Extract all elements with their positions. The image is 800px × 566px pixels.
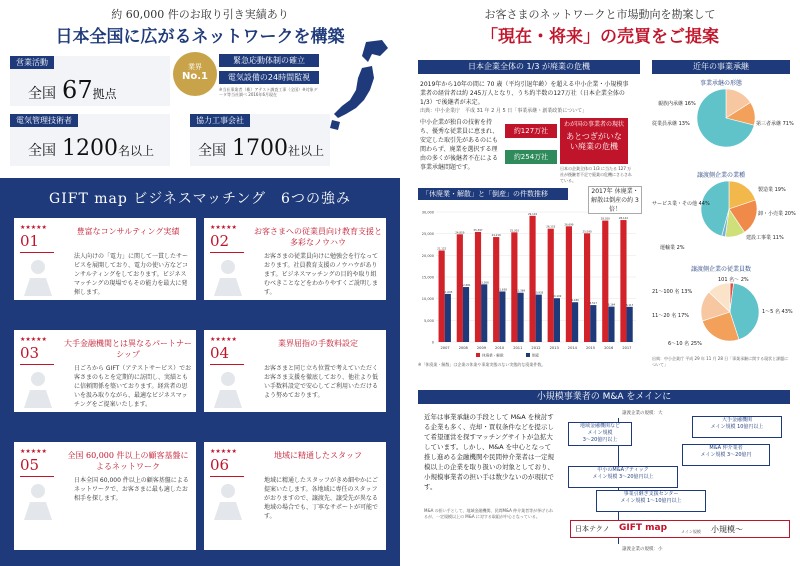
strength-card-04: [204, 330, 386, 412]
x-tick-label: 2015: [585, 346, 596, 350]
y-tick-label: 25,000: [421, 232, 434, 237]
strength-card-02: [204, 218, 386, 300]
badge-box: [175, 50, 321, 102]
strength-card-05: [14, 442, 196, 550]
chart-callout: 2017年 休廃業・解散は倒産の約 3 倍！: [588, 186, 642, 214]
ma-text: 近年は事業承継の手段として M&A を検討する企業も多く、売却・買収条件などを提示して希望運営を探すマッチングサイトが急拡大しています。しかし、M&A を中心となって推し進める金融機関や民間仲介業者は一定規模以上の企業を取り扱いの対象としており、小規模事業者の担い手は数少ないのが現状です。: [424, 413, 554, 491]
box-title: 地域金融機関など: [579, 423, 620, 429]
card-desc: お客さまと同じ立ち位置で考えていただくお客さま支援を徹底しており、他社より低い手数料設定で安心してご利用いただけるよう努めております。: [264, 365, 379, 399]
box-value: 10億円以上: [737, 424, 764, 430]
pie-employees: [700, 282, 760, 342]
bar-value-label: 10,935: [534, 291, 544, 295]
pie2-label: 卸・小売業 20%: [758, 211, 796, 217]
stat-prefix: 全国: [28, 143, 56, 159]
no1-badge: [173, 52, 217, 96]
bar-value-label: 11,095: [443, 290, 453, 294]
x-tick-label: 2009: [476, 346, 487, 350]
bar-value-label: 28,142: [618, 217, 628, 221]
box-title: 大手金融機関: [721, 417, 752, 423]
box-sub: メイン規模: [700, 452, 726, 458]
stat-sales: [10, 56, 170, 106]
box-sub: メイン規模: [710, 424, 736, 430]
badge-line1: 業界: [188, 63, 202, 71]
stat-unit: 拠点: [92, 87, 117, 101]
pie-succession-form: [696, 88, 756, 148]
stat-unit: 名以上: [118, 144, 155, 158]
bar-value-label: 8,164: [607, 303, 616, 307]
bar: [475, 232, 481, 342]
box-title: 中小のM&Aブティック: [597, 467, 649, 473]
crisis-intro: [420, 80, 630, 116]
card-title: 全国 60,000 件以上の顧客基盤によるネットワーク: [67, 451, 189, 471]
gift-logo: GIFT map: [619, 523, 668, 533]
y-tick-label: 0: [431, 340, 434, 345]
card-number: 02: [210, 232, 250, 253]
right-page: [400, 0, 800, 566]
bar: [584, 233, 590, 342]
pie3-label: 6〜10 名 25%: [668, 341, 702, 347]
pie2-label: サービス業・その他 44%: [652, 201, 710, 207]
crisis-body: 中小企業が独自の技術を持ち、優秀な従業員に恵まれ、安定した取引先があるのにも関わらず、廃業を選択する理由の多くが後継者不在による事業承継問題です。: [420, 119, 499, 171]
card-number: 03: [20, 344, 60, 365]
box-value: 3〜20億円以上: [582, 437, 618, 443]
stat-value: 67: [62, 76, 93, 104]
chart-note: ※「休廃業・解散」は企業の休業や事業実態のない実態的な廃業件数。: [418, 362, 546, 367]
x-tick-label: 2013: [549, 346, 559, 350]
x-tick-label: 2008: [458, 346, 468, 350]
person-icon: [22, 482, 54, 520]
right-headline-main: 「現在・将来」の売買をご提案: [481, 27, 719, 47]
bar: [554, 298, 560, 342]
bar-value-label: 25,397: [473, 228, 483, 232]
box-sub: メイン規模: [592, 474, 618, 480]
box-sub: メイン規模: [620, 498, 646, 504]
card-title: 豊富なコンサルティング実績: [76, 227, 180, 236]
bar: [590, 305, 596, 342]
crisis-note: 日本の企業全体の 1/3 に当たる 127 万社が後継者不足で廃業の危機にさらされている。: [560, 166, 632, 183]
gift-map-highlight: [570, 520, 790, 538]
stat-label: 協力工事会社: [190, 114, 250, 127]
card-title: 大手金融機関とは異なるパートナーシップ: [64, 339, 192, 359]
box-value: 3〜20億円以上: [618, 474, 654, 480]
card-desc: 地域に精通したスタッフがきめ細やかにご提案いたします。各地域に専任のスタッフがおりますので、譲渡先、譲受先が異なる地域の場合でも、丁寧なサポートが可能です。: [264, 477, 379, 520]
stat-engineers: [10, 114, 170, 166]
bar-value-label: 21,122: [437, 247, 447, 251]
section-title-crisis: 日本企業全体の 1/3 が廃業の危機: [418, 60, 640, 74]
right-headline-top: お客さまのネットワークと市場動向を勘案して: [484, 8, 716, 21]
bar: [548, 229, 554, 342]
bar-value-label: 12,681: [461, 284, 471, 288]
gift-company: 日本テクノ: [575, 525, 610, 533]
chart-title: 「休廃業・解散」と「倒産」の件数推移: [418, 188, 568, 200]
bar-value-label: 8,117: [625, 303, 634, 307]
card-number: 06: [210, 456, 250, 477]
pie2-label: 建設工事業 11%: [746, 235, 784, 241]
stat-value: 1700: [232, 136, 289, 161]
intro-source: 出典：中小企業庁 平成 31 年 2 月 5 日「事業承継・創業政策について」: [420, 108, 588, 114]
box-ma-broker: [682, 444, 770, 466]
bar-value-label: 28,020: [600, 217, 610, 221]
pie2-label: 運輸業 2%: [660, 245, 685, 251]
bar: [572, 302, 578, 342]
stars-icon: ★★★★★: [20, 448, 47, 455]
stat-label: 電気管理技術者: [10, 114, 78, 127]
bar: [620, 220, 626, 342]
pie-industry: [700, 180, 758, 238]
bar-value-label: 8,517: [589, 302, 597, 306]
card-desc: 法人向けの「電力」に関して一貫したサービスを展開しており、電力の使い方などコンサルティングをしております。ビジネスマッチングの現場でもその能力を最大に発揮します。: [74, 253, 189, 296]
person-icon: [22, 370, 54, 408]
strengths-title: GIFT map ビジネスマッチング 6つの強み: [49, 191, 351, 207]
pie2-caption: 譲渡側企業の業種: [696, 172, 745, 179]
gift-sub: メイン規模: [681, 529, 701, 534]
legend-label: 倒産: [532, 353, 540, 358]
bar: [481, 284, 487, 342]
bar-value-label: 25,090: [582, 230, 592, 234]
card-number: 04: [210, 344, 250, 365]
badge-text2: 電気設備の24時間監視: [219, 71, 319, 84]
axis-top-label: 譲渡企業の規模：大: [622, 411, 663, 416]
pie3-label: 1〜5 名 43%: [762, 309, 793, 315]
stars-icon: ★★★★★: [20, 224, 47, 231]
box-title: M&A 仲介業者: [709, 445, 743, 451]
stat-prefix: 全国: [28, 86, 56, 102]
y-tick-label: 5,000: [423, 318, 434, 323]
badge-note: ※当社事業者（株）アテスト調査工事（全国）※対象データ等当社調べ 2016年6月現在: [219, 87, 318, 97]
card-title: 地域に精通したスタッフ: [274, 451, 362, 460]
bar-value-label: 24,859: [455, 231, 465, 235]
card-desc: お客さまの従業員向けに勉強会を行なっております。社員教育支援のノウハウがあります。ビジネスマッチングの目的や取り組むべきことなどをわかりやすくご説明します。: [264, 253, 379, 296]
closures-bar-chart: [418, 206, 640, 358]
box-major-bank: [692, 416, 782, 438]
y-tick-label: 20,000: [421, 253, 434, 258]
badge-text1: 緊急応動体制の確立: [219, 54, 319, 67]
stars-icon: ★★★★★: [20, 336, 47, 343]
bar-value-label: 13,306: [479, 281, 489, 285]
pie3-label: 101 名〜 2%: [718, 277, 749, 283]
bar-value-label: 11,658: [497, 288, 507, 292]
bar-value-label: 10,102: [552, 295, 562, 299]
legend-label: 休廃業・解散: [482, 353, 504, 358]
gift-scale: 小規模〜: [711, 525, 743, 534]
bar-value-label: 26,699: [564, 223, 574, 227]
crisis-title: わが国の事業者の現状: [563, 121, 624, 128]
y-tick-label: 15,000: [421, 275, 434, 280]
count-red-badge: 約127万社: [505, 124, 557, 138]
bar: [517, 293, 523, 342]
bar: [627, 307, 633, 342]
bar-value-label: 29,119: [528, 212, 538, 216]
bar-value-label: 24,216: [491, 234, 501, 238]
strength-card-06: [204, 442, 386, 550]
left-headline-top: 約 60,000 件のお取り引き実績あり: [111, 8, 289, 21]
pie1-label: 第三者承継 71%: [756, 121, 794, 127]
y-tick-label: 10,000: [421, 297, 434, 302]
person-icon: [212, 370, 244, 408]
stat-label: 営業活動: [10, 56, 54, 69]
count-green-badge: 約254万社: [505, 150, 557, 164]
bar: [529, 216, 535, 342]
pie1-label: 親族内承継 16%: [658, 101, 696, 107]
box-regional-bank: [568, 422, 632, 446]
intro-text: 2019年から10年の間に 70 歳（平均引退年齢）を超える中小企業・小規模事業者の経営者は約 245万人となり、うち約半数の127万社（日本企業全体の 1/3）で後継者が未定。: [420, 81, 629, 106]
pie-note: 出典：中小企業庁 平成 29 年 11 月 28 日「事業承継に関する現状と課題について」: [652, 356, 789, 367]
bar: [608, 307, 614, 342]
x-tick-label: 2017: [622, 346, 632, 350]
box-ma-boutique: [568, 466, 678, 488]
strengths-section: [0, 178, 400, 566]
pie1-caption: 事業承継の形態: [699, 80, 742, 87]
box-value: 3〜20億円: [726, 452, 752, 458]
pie3-label: 11〜20 名 17%: [652, 313, 690, 319]
crisis-text: あとつぎがいない廃業の危機: [566, 132, 622, 151]
legend-swatch: [476, 353, 480, 357]
person-icon: [212, 482, 244, 520]
person-icon: [212, 258, 244, 296]
bar-value-label: 26,153: [546, 225, 556, 229]
stars-icon: ★★★★★: [210, 336, 237, 343]
stat-contractors: [190, 114, 330, 166]
card-title: お客さまへの従業員向け教育支援と多彩なノウハウ: [254, 227, 382, 247]
ma-note: M&A の担い手として、地域金融機関、民間M&A 仲介業者等が挙げられるが、一定規模以上の M&A に対する取組が中心となっている。: [424, 508, 554, 519]
legend-swatch: [526, 353, 530, 357]
bar: [457, 234, 463, 342]
bar: [499, 291, 505, 342]
x-tick-label: 2010: [495, 346, 505, 350]
card-number: 05: [20, 456, 60, 477]
bar: [536, 295, 542, 342]
bar: [445, 294, 451, 342]
card-desc: 日本全国 60,000 件以上の顧客基盤によるネットワークで、お客さまに最も適したお相手を探します。: [74, 477, 189, 502]
card-desc: 日ごろから GIFT（アテストサービス）でお客さまのもとを定期的に訪問し、実績ともに信頼関係を築いております。経営者の思いを汲み取りながら、最適なビジネスマッチングをご提案いたします。: [74, 365, 192, 408]
person-icon: [22, 258, 54, 296]
box-value: 1〜10億円以上: [646, 498, 682, 504]
x-tick-label: 2014: [567, 346, 577, 350]
stars-icon: ★★★★★: [210, 224, 237, 231]
strength-card-03: [14, 330, 196, 412]
pie1-label: 従業員承継 13%: [652, 121, 690, 127]
x-tick-label: 2007: [440, 346, 450, 350]
left-headline-main: 日本全国に広がるネットワークを構築: [55, 27, 345, 47]
bar: [566, 226, 572, 342]
bar-value-label: 11,369: [516, 289, 526, 293]
ma-section-title: 小規模事業者の M&A をメインに: [418, 390, 790, 404]
bar: [439, 250, 445, 342]
stars-icon: ★★★★★: [210, 448, 237, 455]
box-sub: メイン規模: [587, 430, 613, 436]
card-number: 01: [20, 232, 60, 253]
bar: [463, 287, 469, 342]
pie3-label: 21〜100 名 13%: [652, 289, 693, 295]
pie3-caption: 譲渡側企業の従業員数: [690, 266, 751, 273]
bar-value-label: 9,180: [571, 299, 579, 303]
stat-value: 1200: [62, 136, 119, 161]
box-title: 事業引継ぎ支援センター: [623, 491, 679, 497]
x-tick-label: 2016: [604, 346, 614, 350]
stat-unit: 社以上: [288, 144, 325, 158]
x-tick-label: 2012: [531, 346, 541, 350]
strength-card-01: [14, 218, 196, 300]
y-tick-label: 30,000: [421, 210, 434, 215]
badge-line2: No.1: [182, 71, 208, 82]
bar-value-label: 25,303: [509, 229, 519, 233]
pie2-label: 製造業 19%: [758, 187, 786, 193]
card-title: 業界屈指の手数料設定: [278, 339, 358, 348]
box-support-center: [596, 490, 706, 512]
x-tick-label: 2011: [513, 346, 523, 350]
axis-bottom-label: 譲渡企業の規模：小: [622, 547, 663, 552]
bar: [511, 232, 517, 342]
crisis-box: [560, 118, 628, 164]
section-title-succession: 近年の事業承継: [652, 60, 790, 74]
stat-prefix: 全国: [198, 143, 226, 159]
bar: [602, 221, 608, 342]
